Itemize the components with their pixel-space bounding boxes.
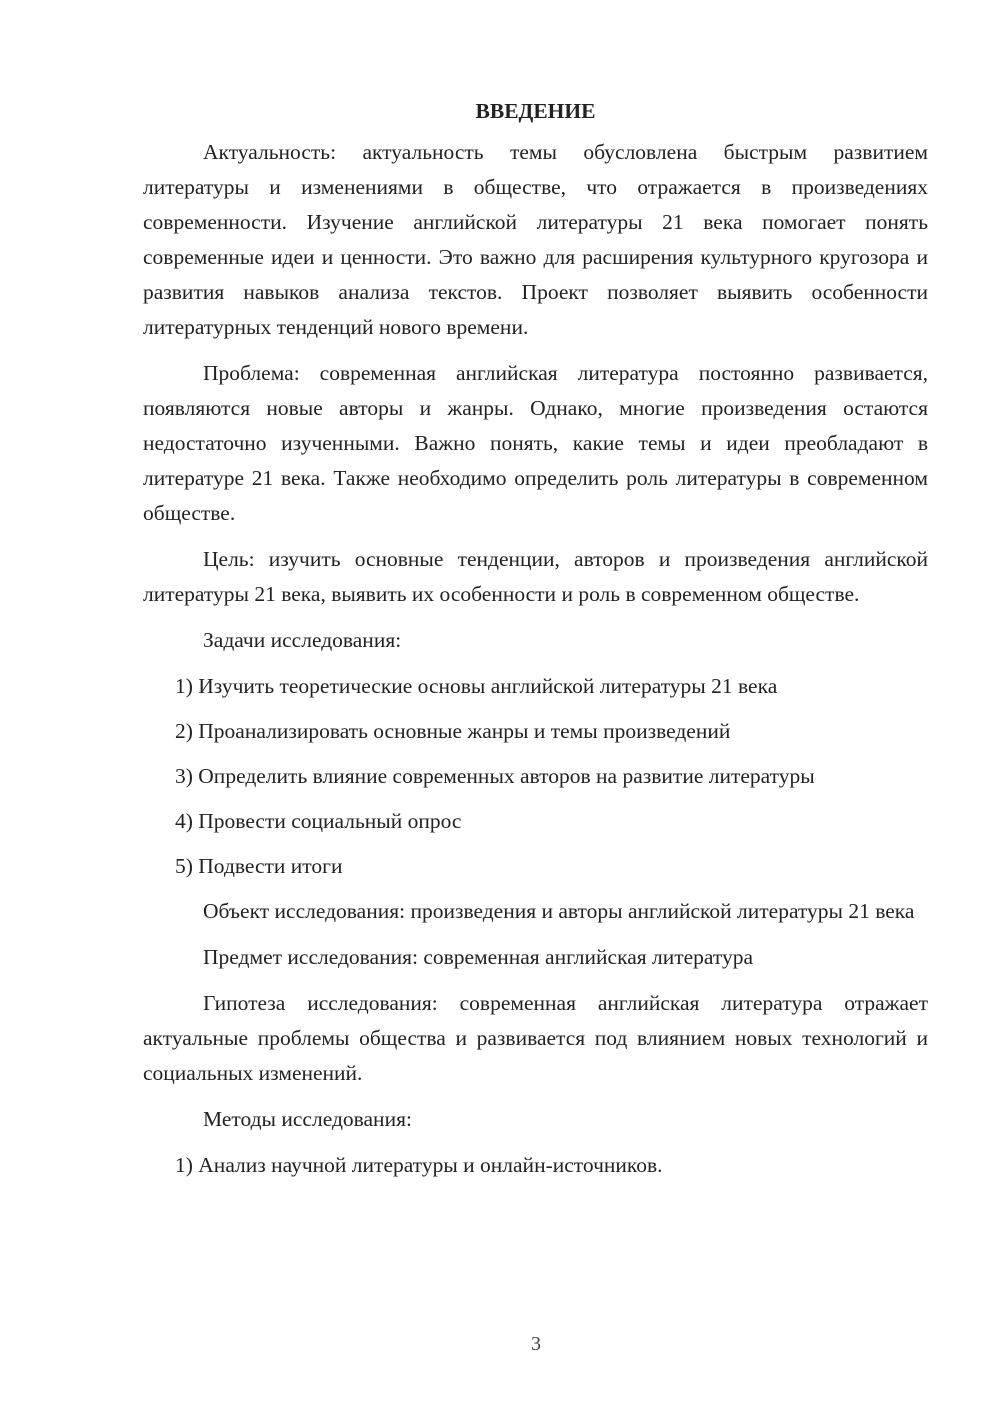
page-content	[143, 95, 928, 1193]
task-item: 1) Изучить теоретические основы английской литературы 21 века	[175, 674, 778, 698]
paragraph-problem: Проблема: современная английская литература постоянно развивается, появляются новые авторы и жанры. Однако, многие произведения остаются недостаточно изученными. Важно понять, какие темы и идеи преобладают в литературе 21 века. Также необходимо определить роль литературы в современном обществе.	[143, 361, 928, 525]
task-item: 4) Провести социальный опрос	[175, 809, 462, 833]
paragraph-subject: Предмет исследования: современная английская литература	[203, 945, 754, 969]
task-item: 2) Проанализировать основные жанры и темы произведений	[175, 719, 731, 743]
paragraph-relevance: Актуальность: актуальность темы обусловлена быстрым развитием литературы и изменениями в обществе, что отражается в произведениях современности. Изучение английской литературы 21 века помогает понять современные идеи и ценности. Это важно для расширения культурного кругозора и развития навыков анализа текстов. Проект позволяет выявить особенности литературных тенденций нового времени.	[143, 140, 928, 339]
tasks-title: Задачи исследования:	[203, 628, 402, 652]
task-item: 5) Подвести итоги	[175, 854, 343, 878]
paragraph-hypothesis: Гипотеза исследования: современная английская литература отражает актуальные проблемы общества и развивается под влиянием новых технологий и социальных изменений.	[143, 991, 928, 1085]
section-heading: ВВЕДЕНИЕ	[475, 99, 596, 123]
paragraph-object: Объект исследования: произведения и авторы английской литературы 21 века	[203, 899, 915, 923]
task-item: 3) Определить влияние современных авторов на развитие литературы	[175, 764, 815, 788]
methods-title: Методы исследования:	[203, 1107, 412, 1131]
method-item: 1) Анализ научной литературы и онлайн-источников.	[175, 1153, 663, 1177]
page-number: 3	[531, 1333, 541, 1355]
paragraph-goal: Цель: изучить основные тенденции, авторов и произведения английской литературы 21 века, выявить их особенности и роль в современном обществе.	[143, 547, 928, 606]
